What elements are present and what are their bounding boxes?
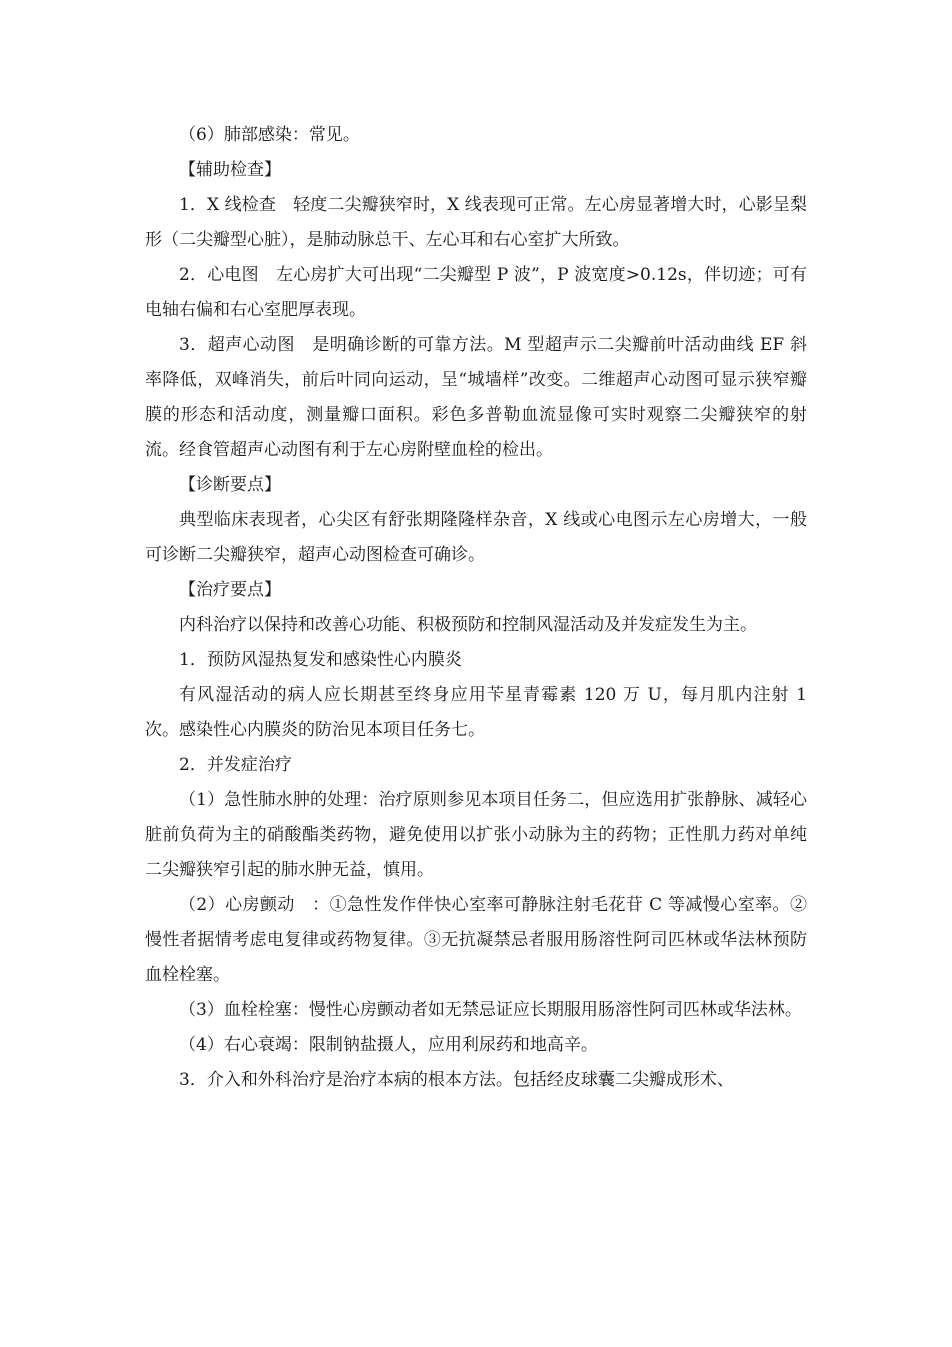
subheading-prevention: 1．预防风湿热复发和感染性心内膜炎 bbox=[179, 650, 462, 670]
paragraph-lung-infection: （6）肺部感染：常见。 bbox=[179, 125, 360, 145]
document-page bbox=[145, 118, 807, 1098]
heading-diagnosis-points: 【诊断要点】 bbox=[179, 475, 281, 495]
paragraph-penicillin: 有风湿活动的病人应长期甚至终身应用苄星青霉素 120 万 U，每月肌内注射 1 次。感染性心内膜炎的防治见本项目任务七。 bbox=[145, 685, 807, 740]
paragraph-thromboembolism: （3）血栓栓塞：慢性心房颤动者如无禁忌证应长期服用肠溶性阿司匹林或华法林。 bbox=[179, 1000, 802, 1020]
heading-auxiliary-exam: 【辅助检查】 bbox=[179, 160, 281, 180]
paragraph-atrial-fibrillation: （2）心房颤动 ：①急性发作伴快心室率可静脉注射毛花苷 C 等减慢心室率。②慢性者据情考虑电复律或药物复律。③无抗凝禁忌者服用肠溶性阿司匹林或华法林预防血栓栓塞。 bbox=[145, 895, 807, 985]
heading-treatment-points: 【治疗要点】 bbox=[179, 580, 281, 600]
paragraph-echocardiogram: 3．超声心动图 是明确诊断的可靠方法。M 型超声示二尖瓣前叶活动曲线 EF 斜率降低，双峰消失，前后叶同向运动，呈“城墙样”改变。二维超声心动图可显示狭窄瓣膜的形态和活动度，测量瓣口面积。彩色多普勒血流显像可实时观察二尖瓣狭窄的射流。经食管超声心动图有利于左心房附壁血栓的检出。 bbox=[145, 335, 807, 460]
paragraph-ecg: 2．心电图 左心房扩大可出现“二尖瓣型 P 波”，P 波宽度>0.12s，伴切迹；可有电轴右偏和右心室肥厚表现。 bbox=[145, 265, 807, 320]
paragraph-interventional-surgery: 3．介入和外科治疗是治疗本病的根本方法。包括经皮球囊二尖瓣成形术、 bbox=[179, 1070, 734, 1090]
subheading-complications: 2．并发症治疗 bbox=[179, 755, 292, 775]
paragraph-diagnosis: 典型临床表现者，心尖区有舒张期隆隆样杂音，X 线或心电图示左心房增大，一般可诊断二尖瓣狭窄，超声心动图检查可确诊。 bbox=[145, 510, 807, 565]
paragraph-medical-treatment: 内科治疗以保持和改善心功能、积极预防和控制风湿活动及并发症发生为主。 bbox=[179, 615, 757, 635]
paragraph-xray: 1．X 线检查 轻度二尖瓣狭窄时，X 线表现可正常。左心房显著增大时，心影呈梨形（二尖瓣型心脏），是肺动脉总干、左心耳和右心室扩大所致。 bbox=[145, 195, 807, 250]
paragraph-pulmonary-edema: （1）急性肺水肿的处理：治疗原则参见本项目任务二，但应选用扩张静脉、减轻心脏前负荷为主的硝酸酯类药物，避免使用以扩张小动脉为主的药物；正性肌力药对单纯二尖瓣狭窄引起的肺水肿无益，慎用。 bbox=[145, 790, 807, 880]
paragraph-right-heart-failure: （4）右心衰竭：限制钠盐摄人，应用利尿药和地高辛。 bbox=[179, 1035, 598, 1055]
